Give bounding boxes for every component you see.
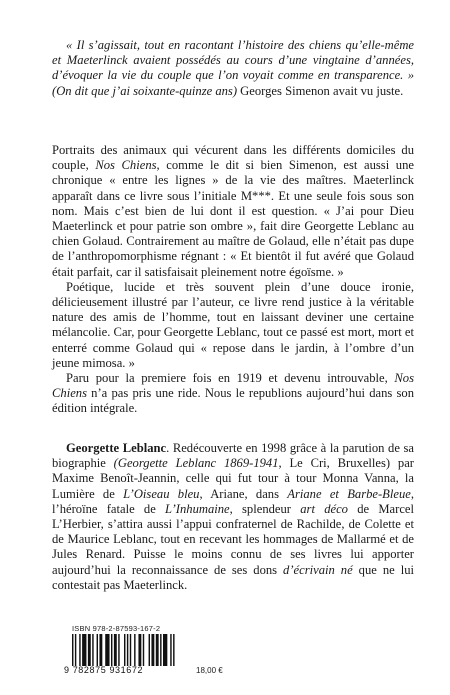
barcode-bar xyxy=(99,634,102,666)
barcode-bar xyxy=(163,634,167,666)
quote-attribution: Georges Simenon avait vu juste. xyxy=(237,83,404,98)
bio-italic: d’écrivain né xyxy=(283,562,353,577)
bio-text: de Marcel L’Herbier, s’attira aussi l’appui confraternel de Rachilde, de Colette et de Maurice Leblanc, tout en recevant les hommages de Mallarmé et de Jules Renard. Puisse le moins connu de ses livres lui apporter aujourd’hui la reconnaissance de ses dons xyxy=(52,501,415,577)
barcode-bar xyxy=(111,634,112,666)
bio-italic: art déco xyxy=(300,501,348,516)
barcode-bar xyxy=(151,634,154,666)
bio-italic: Ariane et Barbe-Bleue xyxy=(287,486,411,501)
author-name: Georgette Leblanc xyxy=(66,441,167,455)
barcode-bar xyxy=(92,634,93,666)
barcode-bars xyxy=(72,634,176,666)
bio-text: que ne lui contestait pas Maeterlinck. xyxy=(52,562,414,592)
bio-text: . Redécouverte en 1998 grâce à la parution de sa biographie xyxy=(52,441,414,471)
barcode-bar xyxy=(127,634,128,666)
description-paragraph-1 xyxy=(52,143,414,280)
bio-text: , Le Cri, Bruxelles) par Maxime Benoît-Jeannin, celle qui fut tour à tour Monna Vanna, la Lumière de xyxy=(52,456,414,501)
description-paragraph-3 xyxy=(52,371,414,417)
barcode-bar xyxy=(170,634,171,666)
description-section xyxy=(52,143,414,417)
barcode-bar xyxy=(105,634,109,666)
book-title: Nos Chiens xyxy=(52,371,414,401)
description-text: n’a pas pris une ride. Nous le republions aujourd’hui dans son édition intégrale. xyxy=(52,386,414,416)
barcode-bar xyxy=(118,634,119,666)
barcode-bar xyxy=(114,634,117,666)
barcode-bar xyxy=(75,634,76,666)
simenon-quote: « Il s’agissait, tout en racontant l’histoire des chiens qu’elle-même et Maeterlinck avaient possédés au cours d’une vingtaine d’années, d’évoquer la vie du couple que l’on voyait comme en transparence. » xyxy=(52,38,414,83)
barcode-bar xyxy=(149,634,150,666)
description-paragraph-2: Poétique, lucide et très souvent plein d’une douce ironie, délicieusement illustré par l’auteur, ce livre rend justice à la véritable nature des amis de l’homme, tout en laissant deviner une certaine mélancolie. Car, pour Georgette Leblanc, tout ce passé est mort, mort et enterré comme Golaud qui « repose dans le jardin, à l’ombre d’un jeune mimosa. » xyxy=(52,279,414,370)
bio-italic: (Georgette Leblanc 1869-1941 xyxy=(113,456,279,471)
barcode-bar xyxy=(173,634,174,666)
barcode-bar xyxy=(82,634,86,666)
isbn-label: ISBN 978-2-87593-167-2 xyxy=(72,624,161,633)
barcode-bar xyxy=(72,634,73,666)
barcode-bar xyxy=(124,634,125,666)
description-text: , comme le dit si bien Simenon, est aussi une chronique « entre les lignes » de la vie des maîtres. Maeterlinck apparaît dans ce livre sous l’initiale M***. Et une seule fois sous son nom. Mais c’est bien de lui dont il est question. « J’ai pour Dieu Maeterlinck et pour patrie son ombre », fait dire Georgette Leblanc au chien Golaud. Contrairement au maître de Golaud, elle n’était pas dupe de l’anthropomorphisme régnant : « Et bientôt il fut avéré que Golaud était parfait, car il satisfaisait pleinement notre égoïsme. » xyxy=(52,158,414,279)
barcode-bar xyxy=(97,634,98,666)
bio-text: , l’héroïne fatale de xyxy=(52,486,414,516)
ean-digits: 9 782875 931672 xyxy=(64,665,144,675)
barcode-bar xyxy=(134,634,135,666)
quote-paragraph xyxy=(52,38,414,99)
quote-source: (On dit que j’ai soixante-quinze ans) xyxy=(52,83,238,98)
price: 18,00 € xyxy=(196,666,223,675)
barcode xyxy=(60,620,182,678)
description-text: Portraits des animaux qui vécurent dans les différents domiciles du couple, xyxy=(52,143,414,173)
book-title: Nos Chiens xyxy=(95,158,157,173)
bio-text: , splendeur xyxy=(229,501,301,516)
description-text: Paru pour la premiere fois en 1919 et devenu introuvable, xyxy=(66,371,395,386)
barcode-bar xyxy=(79,634,80,666)
barcode-bar xyxy=(130,634,131,666)
author-bio xyxy=(52,441,414,593)
barcode-bar xyxy=(88,634,91,666)
barcode-bar xyxy=(143,634,144,666)
bio-italic: L’Inhumaine xyxy=(165,501,230,516)
bio-text: , Ariane, dans xyxy=(199,486,288,501)
barcode-area xyxy=(60,620,420,680)
barcode-bar xyxy=(138,634,141,666)
barcode-bar xyxy=(160,634,161,666)
barcode-bar xyxy=(156,634,159,666)
bio-italic: L’Oiseau bleu xyxy=(123,486,200,501)
